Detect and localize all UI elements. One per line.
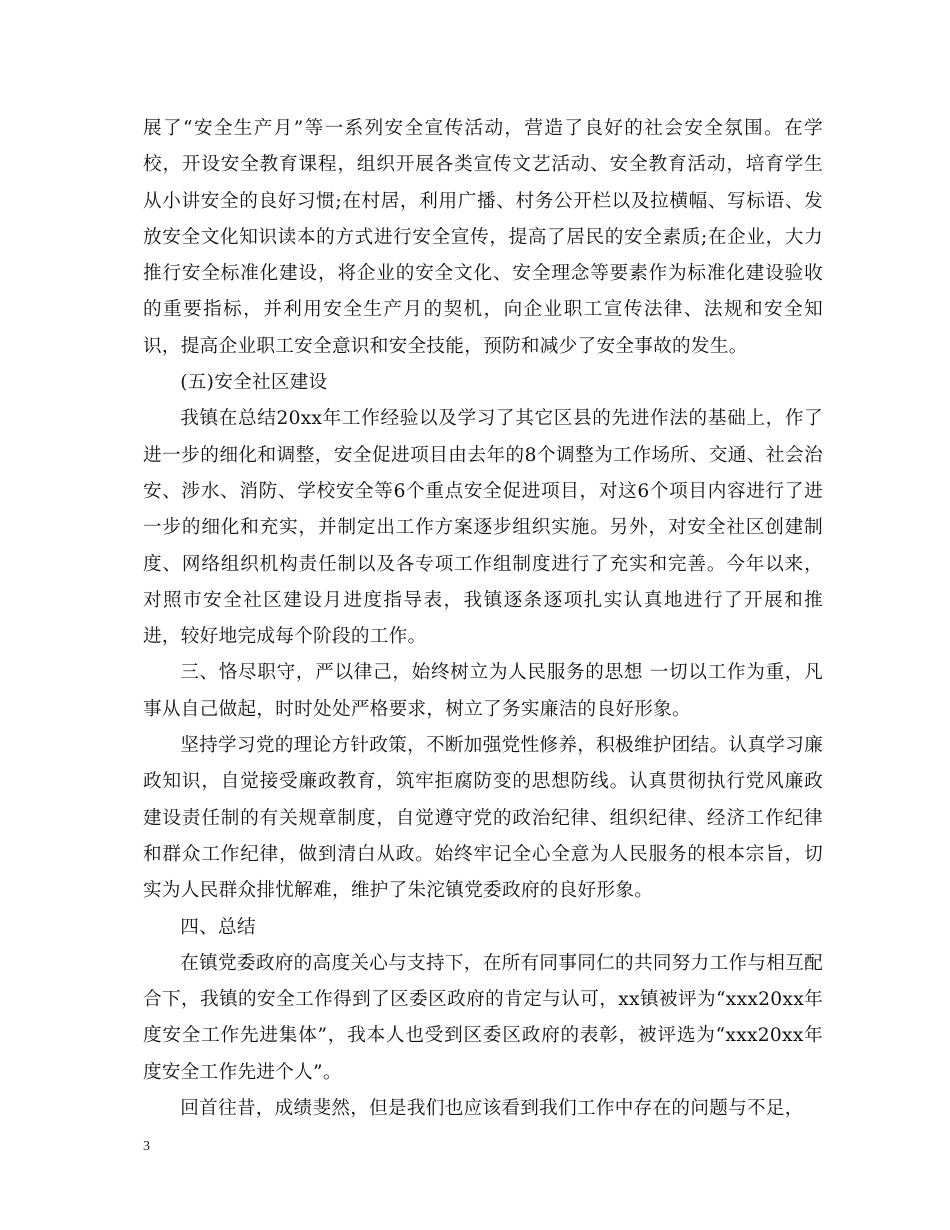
- document-body: [143, 111, 823, 1127]
- section-heading-summary: 四、总结: [180, 916, 256, 938]
- paragraph-safety-publicity: 展了“安全生产月”等一系列安全宣传活动，营造了良好的社会安全氛围。在学校，开设安全教育课程，组织开展各类宣传文艺活动、安全教育活动，培育学生从小讲安全的良好习惯;在村居，利用广播、村务公开栏以及拉横幅、写标语、发放安全文化知识读本的方式进行安全宣传，提高了居民的安全素质;在企业，大力推行安全标准化建设，将企业的安全文化、安全理念等要素作为标准化建设验收的重要指标，并利用安全生产月的契机，向企业职工宣传法律、法规和安全知识，提高企业职工安全意识和安全技能，预防和减少了安全事故的发生。: [143, 118, 823, 357]
- paragraph-safe-community: 我镇在总结20xx年工作经验以及学习了其它区县的先进作法的基础上，作了进一步的细化和调整，安全促进项目由去年的8个调整为工作场所、交通、社会治安、涉水、消防、学校安全等6个重点安全促进项目，对这6个项目内容进行了进一步的细化和充实，并制定出工作方案逐步组织实施。另外，对安全社区创建制度、网络组织机构责任制以及各专项工作组制度进行了充实和完善。今年以来，对照市安全社区建设月进度指导表，我镇逐条逐项扎实认真地进行了开展和推进，较好地完成每个阶段的工作。: [143, 408, 823, 648]
- paragraph-looking-back: 回首往昔，成绩斐然，但是我们也应该看到我们工作中存在的问题与不足，: [180, 1098, 804, 1120]
- section-heading-safe-community: (五)安全社区建设: [180, 372, 328, 394]
- section-heading-duty: 三、恪尽职守，严以律己，始终树立为人民服务的思想 一切以工作为重，凡事从自己做起，时时处处严格要求，树立了务实廉洁的良好形象。: [143, 662, 823, 720]
- page-number: 3: [143, 1139, 150, 1154]
- paragraph-integrity: 坚持学习党的理论方针政策，不断加强党性修养，积极维护团结。认真学习廉政知识，自觉接受廉政教育，筑牢拒腐防变的思想防线。认真贯彻执行党风廉政建设责任制的有关规章制度，自觉遵守党的政治纪律、组织纪律、经济工作纪律和群众工作纪律，做到清白从政。始终牢记全心全意为人民服务的根本宗旨，切实为人民群众排忧解难，维护了朱沱镇党委政府的良好形象。: [143, 735, 823, 902]
- paragraph-summary: 在镇党委政府的高度关心与支持下，在所有同事同仁的共同努力工作与相互配合下，我镇的安全工作得到了区委区政府的肯定与认可，xx镇被评为“xxx20xx年度安全工作先进集体”，我本人也受到区委区政府的表彰，被评选为“xxx20xx年度安全工作先进个人”。: [143, 952, 823, 1083]
